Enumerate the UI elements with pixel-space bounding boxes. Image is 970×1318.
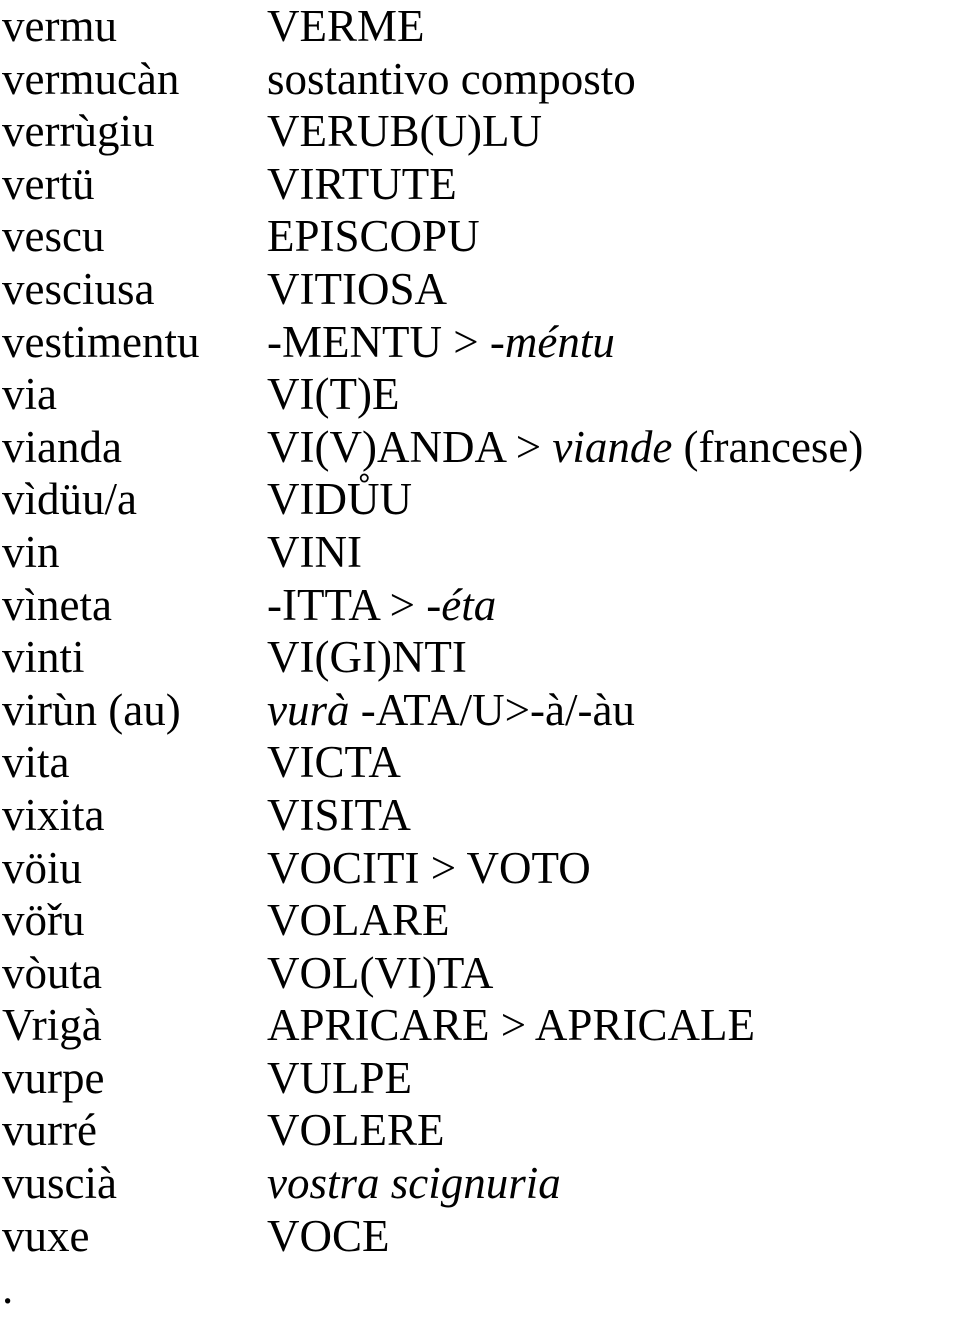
glossary-term: vermucàn: [2, 53, 180, 104]
glossary-etymology: [267, 421, 863, 474]
glossary-term: verrùgiu: [2, 106, 155, 157]
glossary-row: [2, 789, 962, 842]
glossary-term: vìneta: [2, 579, 112, 630]
glossary-row: [2, 1157, 962, 1210]
glossary-term: vuscià: [2, 1158, 117, 1209]
etymology-segment: VI(T)E: [267, 369, 400, 420]
glossary-etymology: [267, 263, 447, 316]
glossary-term: Vrigà: [2, 1000, 102, 1051]
etymology-segment: VITIOSA: [267, 263, 447, 314]
glossary-term: vurpe: [2, 1052, 105, 1103]
glossary-term: vurré: [2, 1105, 97, 1156]
glossary-term: vestimentu: [2, 316, 200, 367]
glossary-etymology: [267, 999, 755, 1052]
glossary-list: [2, 0, 962, 1262]
etymology-segment: VERUB(U)LU: [267, 106, 542, 157]
glossary-etymology: [267, 158, 457, 211]
glossary-term: vìdüu/a: [2, 474, 137, 525]
trailing-dot: .: [2, 1263, 14, 1313]
etymology-italic-segment: méntu: [504, 316, 615, 367]
glossary-row: [2, 210, 962, 263]
glossary-term: vinti: [2, 632, 85, 683]
glossary-etymology: [267, 1052, 412, 1105]
glossary-term: vescu: [2, 211, 105, 262]
glossary-term: vixita: [2, 789, 105, 840]
etymology-segment: -ITTA > -: [267, 579, 442, 630]
etymology-italic-segment: viande: [552, 421, 673, 472]
glossary-term: virùn (au): [2, 684, 181, 735]
glossary-row: [2, 53, 962, 106]
glossary-term: vòuta: [2, 947, 102, 998]
glossary-etymology: [267, 53, 636, 106]
etymology-segment: VI(V)ANDA >: [267, 421, 553, 472]
etymology-segment: sostantivo composto: [267, 53, 636, 104]
etymology-segment: VIRTUTE: [267, 158, 457, 209]
etymology-segment: VERME: [267, 1, 425, 51]
glossary-row: [2, 999, 962, 1052]
glossary-term: vöiu: [2, 842, 83, 893]
glossary-row: [2, 473, 962, 526]
etymology-segment: APRICARE > APRICALE: [267, 1000, 755, 1051]
etymology-segment: VOLERE: [267, 1105, 445, 1156]
glossary-etymology: [267, 842, 591, 895]
glossary-etymology: [267, 1157, 561, 1210]
glossary-term: vuxe: [2, 1210, 90, 1261]
glossary-etymology: [267, 368, 399, 421]
glossary-row: [2, 0, 962, 53]
glossary-etymology: [267, 526, 362, 579]
glossary-term: vianda: [2, 421, 122, 472]
glossary-row: [2, 894, 962, 947]
etymology-segment: -ATA/U>-à/-àu: [349, 684, 635, 735]
etymology-segment: EPISCOPU: [267, 211, 480, 262]
glossary-term: via: [2, 369, 57, 420]
glossary-etymology: [267, 1210, 390, 1263]
glossary-row: [2, 631, 962, 684]
glossary-row: [2, 368, 962, 421]
glossary-etymology: [267, 947, 493, 1000]
glossary-etymology: [267, 0, 425, 53]
glossary-row: [2, 105, 962, 158]
etymology-italic-segment: éta: [441, 579, 497, 630]
glossary-etymology: [267, 105, 542, 158]
glossary-term: vin: [2, 526, 60, 577]
etymology-segment: VOCITI > VOTO: [267, 842, 591, 893]
etymology-segment: VULPE: [267, 1052, 412, 1103]
glossary-etymology: [267, 316, 615, 369]
glossary-etymology: [267, 210, 480, 263]
glossary-row: [2, 526, 962, 579]
etymology-segment: VOLARE: [267, 895, 450, 946]
glossary-row: [2, 947, 962, 1000]
glossary-etymology: [267, 736, 401, 789]
glossary-row: [2, 579, 962, 632]
glossary-etymology: [267, 631, 467, 684]
glossary-row: [2, 316, 962, 369]
glossary-row: [2, 684, 962, 737]
etymology-segment: VOL(VI)TA: [267, 947, 494, 998]
glossary-etymology: [267, 684, 635, 737]
glossary-etymology: [267, 894, 449, 947]
glossary-term: vesciusa: [2, 263, 155, 314]
glossary-term: vöřu: [2, 895, 85, 946]
etymology-segment: (francese): [672, 421, 864, 472]
glossary-term: vermu: [2, 1, 117, 51]
glossary-etymology: [267, 789, 411, 842]
glossary-row: [2, 421, 962, 474]
etymology-segment: VOCE: [267, 1210, 390, 1261]
etymology-segment: -MENTU > -: [267, 316, 505, 367]
etymology-segment: VI(GI)NTI: [267, 632, 467, 683]
glossary-etymology: [267, 1104, 444, 1157]
etymology-segment: VICTA: [267, 737, 401, 788]
etymology-segment: VIDŮU: [267, 474, 412, 525]
glossary-row: [2, 1052, 962, 1105]
glossary-row: [2, 736, 962, 789]
etymology-segment: VISITA: [267, 789, 411, 840]
etymology-italic-segment: vostra scignuria: [267, 1158, 561, 1209]
glossary-row: [2, 158, 962, 211]
glossary-etymology: [267, 473, 412, 526]
glossary-term: vertü: [2, 158, 95, 209]
glossary-row: [2, 1104, 962, 1157]
etymology-segment: VINI: [267, 526, 362, 577]
etymology-italic-segment: vurà: [267, 684, 350, 735]
glossary-row: [2, 842, 962, 895]
glossary-row: [2, 1210, 962, 1263]
glossary-etymology: [267, 579, 496, 632]
glossary-term: vita: [2, 737, 70, 788]
glossary-row: [2, 263, 962, 316]
